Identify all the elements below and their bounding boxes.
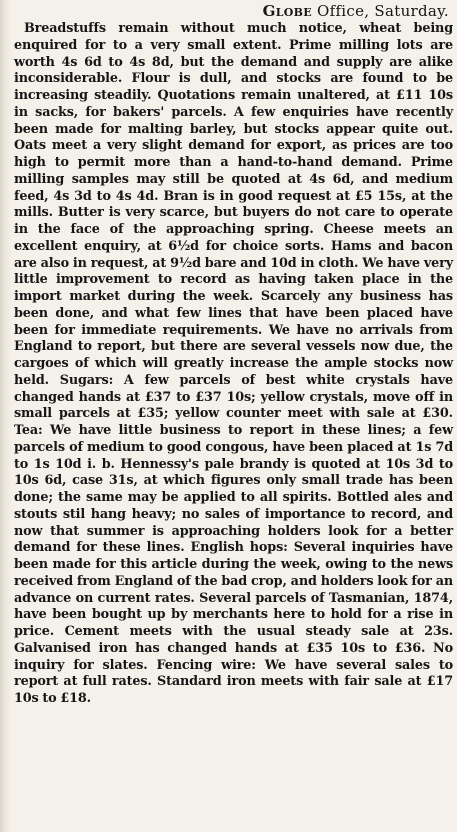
report-heading bbox=[14, 2, 449, 21]
heading-globe: Globe bbox=[262, 2, 312, 20]
market-report-text: Breadstuffs remain without much notice, wheat being enquired for to a very small extent. Prime milling lots are worth 4s 6d to 4s 8d, but the demand and supply are alike inconsiderable. Flour is dull, and stocks are found to be increasing steadily. Quotations remain unaltered, at £11 10s in sacks, for bakers' parcels. A few enquiries have recently been made for malting barley, but stocks appear quite out. Oats meet a very slight demand for export, as prices are too high to permit more than a hand-to-hand demand. Prime milling samples may still be quoted at 4s 6d, and medium feed, 4s 3d to 4s 4d. Bran is in good request at £5 15s, at the mills. Butter is very scarce, but buyers do not care to operate in the face of the approaching spring. Cheese meets an excellent enquiry, at 6½d for choice sorts. Hams and bacon are also in request, at 9½d bare and 10d in cloth. We have very little improvement to record as having taken place in the import market during the week. Scarcely any business has been done, and what few lines that have been placed have been for immediate requirements. We have no arrivals from England to report, but there are several vessels now due, the cargoes of which will greatly increase the ample stocks now held. Sugars: A few parcels of best white crystals have changed hands at £37 to £37 10s; yellow crystals, move off in small parcels at £35; yellow counter meet with sale at £30. Tea: We have little business to report in these lines; a few parcels of medium to good congous, have been placed at 1s 7d to 1s 10d i. b. Hennessy's pale brandy is quoted at 10s 3d to 10s 6d, case 31s, at which figures only small trade has been done; the same may be applied to all spirits. Bottled ales and stouts stil hang heavy; no sales of importance to record, and now that summer is approaching holders look for a better demand for these lines. English hops: Several inquiries have been made for this article during the week, owing to the news received from England of the bad crop, and holders look for an advance on current rates. Several parcels of Tasmanian, 1874, have been bought up by merchants here to hold for a rise in price. Cement meets with the usual steady sale at 23s. Galvanised iron has changed hands at £35 10s to £36. No inquiry for slates. Fencing wire: We have several sales to report at full rates. Standard iron meets with fair sale at £17 10s to £18. bbox=[14, 21, 453, 706]
column-gutter bbox=[0, 0, 12, 832]
heading-office-day: Office, Saturday. bbox=[311, 2, 449, 20]
